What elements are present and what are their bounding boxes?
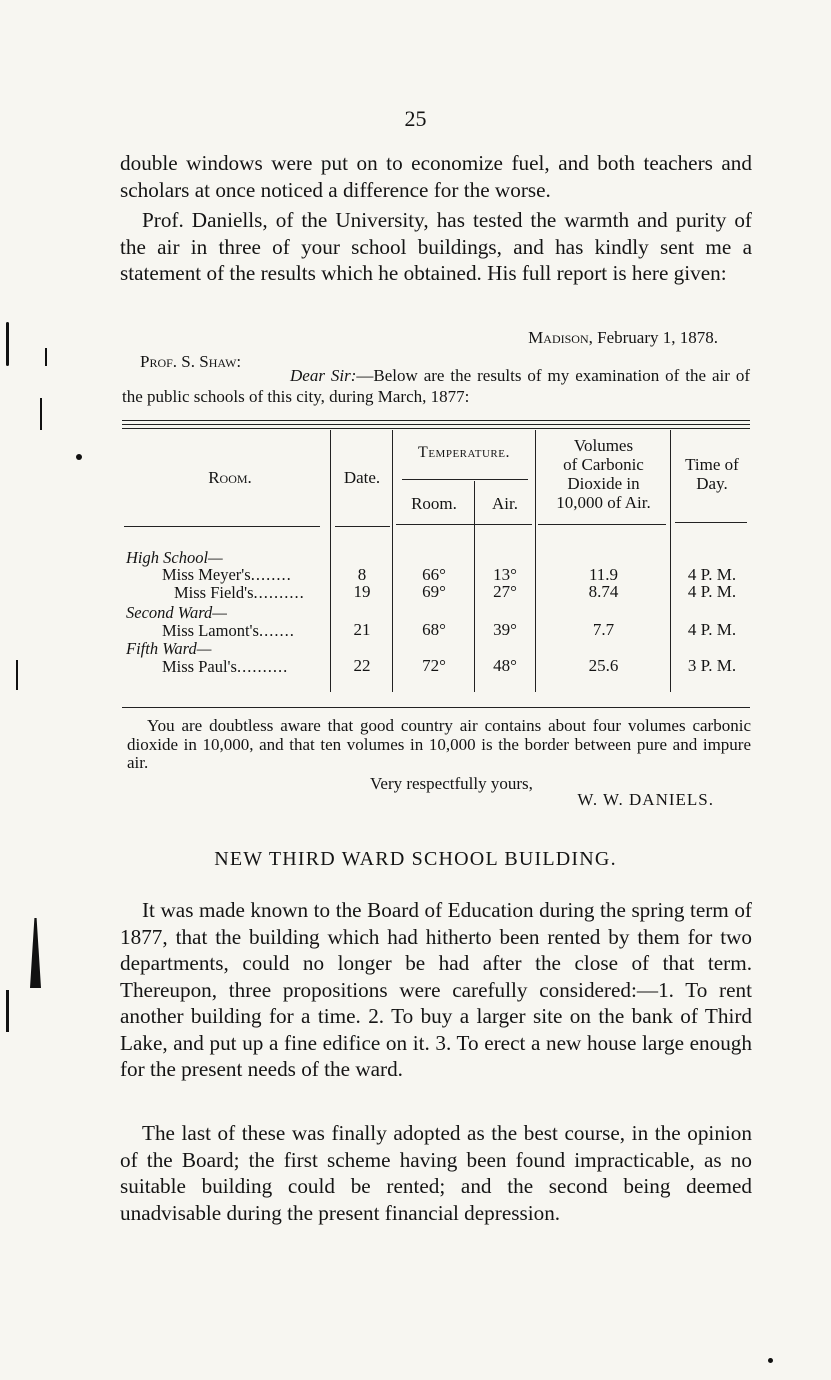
table-cell-volumes: 7.7 [592,620,615,639]
table-cell-volumes: 25.6 [588,656,619,675]
margin-mark [40,398,42,430]
header-volumes-1: Volumes [573,436,634,455]
header-temp-room: Room. [411,494,457,513]
page-number: 25 [404,106,427,131]
letter-body: You are doubtless aware that good country air contains about four volumes carbonic dioxide in 10,000, and that ten volumes in 10,000 is the border between pure and impure air. [127,716,751,772]
table-cell-time: 4 P. M. [687,620,737,639]
table-cell-date: 21 [353,620,371,639]
header-time-2: Day. [696,474,728,493]
section-heading: NEW THIRD WARD SCHOOL BUILDING. [214,848,617,870]
table-cell-time: 4 P. M. [687,582,737,601]
paragraph-windows: double windows were put on to economize fuel, and both teachers and scholars at once noticed a difference for the worse. [120,151,752,202]
header-volumes-4: 10,000 of Air. [556,493,651,512]
table-cell-air-temp: 48° [493,656,517,675]
paragraph-last-adopted: The last of these was finally adopted as the best course, in the opinion of the Board; the first scheme having been found impracticable, as no suitable building could be rented; and the second being deemed unadvisable during the present financial depression. [120,1121,752,1225]
table-top-rule-1 [122,420,750,421]
header-date: Date. [343,468,381,487]
table-vline-1 [330,430,331,692]
dateline-date: February 1, 1878. [597,328,718,347]
table-cell-room-temp: 72° [422,656,446,675]
table-cell-air-temp: 27° [493,582,517,601]
letter-intro [122,366,750,407]
table-cell-room-temp: 69° [422,582,446,601]
table-cell-room-temp: 66° [422,565,446,584]
header-volumes-3: Dioxide in [567,474,640,493]
temperature-rule [402,479,528,480]
table-top-rule-3 [122,428,750,429]
letter-dateline [528,328,718,348]
margin-mark [6,990,9,1032]
header-room: Room. [208,468,252,487]
letter-intro-text: —Below are the results of my examination of the air of the public schools of this city, during March, 1877: [122,366,750,406]
table-cell-air-temp: 13° [493,565,517,584]
header-rule-volumes [538,524,666,525]
header-volumes-2: of Carbonic [563,455,644,474]
group-label-high-school: High School— [126,548,223,567]
table-row-room: Miss Paul's.......... [162,657,289,676]
paragraph-daniells: Prof. Daniells, of the University, has tested the warmth and purity of the air in three of your school buildings, and has kindly sent me a statement of the results which he obtained. His full report is here given: [120,208,752,285]
margin-mark [30,918,41,988]
table-cell-volumes: 8.74 [588,582,619,601]
table-row-room: Miss Meyer's........ [162,565,292,584]
letter-signature: W. W. DANIELS. [577,790,714,809]
group-label-second-ward: Second Ward— [126,603,227,622]
margin-mark [6,322,9,366]
table-cell-time: 4 P. M. [687,565,737,584]
table-top-rule-2 [122,424,750,425]
header-temperature: Temperature. [418,444,510,461]
table-cell-room-temp: 68° [422,620,446,639]
letter-recipient: Prof. S. Shaw: [140,352,242,371]
table-cell-volumes: 11.9 [588,565,619,584]
margin-dot [76,454,82,460]
header-rule-room [124,526,320,527]
header-rule-temp [396,524,532,525]
table-row-room: Miss Field's.......... [174,583,305,602]
margin-dot [768,1358,773,1363]
paragraph-third-ward: It was made known to the Board of Education during the spring term of 1877, that the building which had hitherto been rented by them for two departments, could no longer be had after the close of that term. Thereupon, three propositions were carefully considered:—1. To rent another building for a time. 2. To buy a larger site on the bank of Third Lake, and put up a fine edifice on it. 3. To erect a new house large enough for the present needs of the ward. [120,898,752,1081]
header-time-1: Time of [685,455,739,474]
header-rule-date [335,526,390,527]
table-row-room: Miss Lamont's....... [162,621,295,640]
group-label-fifth-ward: Fifth Ward— [126,639,212,658]
margin-mark [45,348,47,366]
margin-mark [16,660,18,690]
table-bottom-rule [122,707,750,708]
table-cell-time: 3 P. M. [687,656,737,675]
dear-sir: Dear Sir: [290,366,357,385]
table-cell-date: 8 [357,565,367,584]
table-cell-air-temp: 39° [493,620,517,639]
header-rule-time [675,522,747,523]
header-temp-air: Air. [492,494,518,513]
dateline-place: Madison, [528,328,593,347]
letter-closing: Very respectfully yours, [370,774,533,793]
table-vline-2 [392,430,393,692]
table-cell-date: 22 [353,656,371,675]
table-cell-date: 19 [353,582,371,601]
